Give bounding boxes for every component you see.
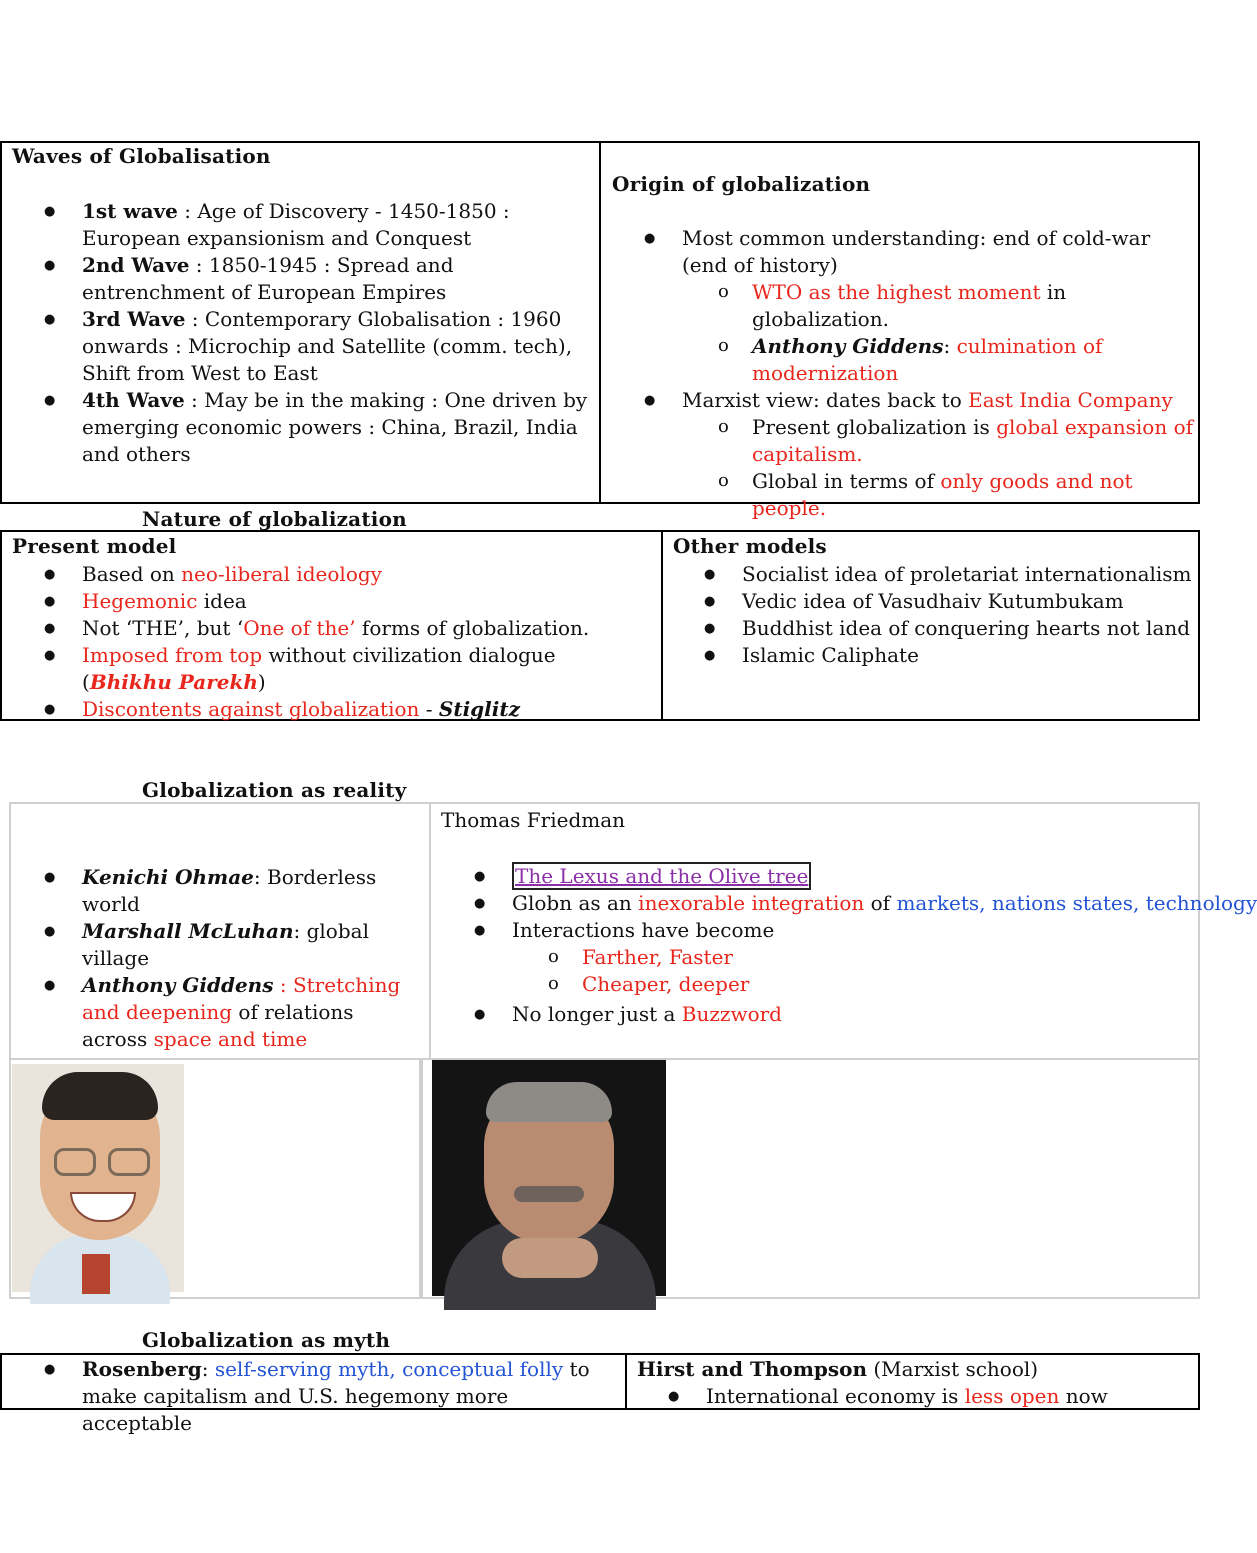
list-item: ● Based on neo-liberal ideology [82,561,642,588]
list-item: o Cheaper, deeper [582,971,1200,998]
list-item: ● Imposed from top without civilization dialogue (Bhikhu Parekh) [82,642,642,696]
rosenberg-list [82,1356,617,1437]
waves-list [82,198,597,468]
list-item: ● Kenichi Ohmae: Borderless world [82,864,422,918]
other-models-list [742,561,1192,669]
origin-title: Origin of globalization [612,172,871,196]
list-item: ● Islamic Caliphate [742,642,1192,669]
ohmae-photo [12,1064,184,1292]
origin-list [682,225,1194,522]
list-item: ● Vedic idea of Vasudhaiv Kutumbukam [742,588,1192,615]
hirst-list [706,1383,1196,1410]
list-item: ● No longer just a Buzzword [512,1001,1200,1028]
present-model-title: Present model [12,534,177,558]
list-item: ● Anthony Giddens : Stretching and deepening of relations across space and time [82,972,422,1053]
list-item: ● 4th Wave : May be in the making : One driven by emerging economic powers : China, Brazil, India and others [82,387,597,468]
friedman-list [512,863,1257,1028]
list-item: ● 1st wave : Age of Discovery - 1450-1850 : European expansionism and Conquest [82,198,597,252]
present-model-list [82,561,642,723]
list-item: o WTO as the highest moment in globalization. [752,279,1194,333]
list-item: ● Rosenberg: self-serving myth, conceptual folly to make capitalism and U.S. hegemony more acceptable [82,1356,617,1437]
list-item: ● Most common understanding: end of cold-war (end of history) [682,225,1194,279]
friedman-title: Thomas Friedman [441,808,626,832]
list-item: ● Not ‘THE’, but ‘One of the’ forms of globalization. [82,615,642,642]
list-item: ● Marxist view: dates back to East India Company [682,387,1194,414]
hirst-title: Hirst and Thompson (Marxist school) [637,1357,1039,1381]
other-models-title: Other models [673,534,827,558]
list-item: ● International economy is less open now [706,1383,1196,1410]
list-item [512,863,1200,890]
list-item: ● 2nd Wave : 1850-1945 : Spread and entrenchment of European Empires [82,252,597,306]
list-item: o Global in terms of only goods and not people. [752,468,1194,522]
list-item: ● Globn as an inexorable integration of markets, nations states, technology [512,890,1200,917]
list-item: o Farther, Faster [582,944,1200,971]
lexus-link[interactable]: The Lexus and the Olive tree [512,862,811,890]
list-item: ● Marshall McLuhan: global village [82,918,422,972]
nature-heading: Nature of globalization [142,507,407,531]
list-item: ● Hegemonic idea [82,588,642,615]
reality-thinkers-list [82,864,422,1053]
list-item: ● Socialist idea of proletariat internationalism [742,561,1192,588]
list-item: ● Interactions have become [512,917,1200,944]
list-item: ● 3rd Wave : Contemporary Globalisation : 1960 onwards : Microchip and Satellite (comm. tech), Shift from West to East [82,306,597,387]
waves-title: Waves of Globalisation [12,144,271,168]
list-item: o Present globalization is global expansion of capitalism. [752,414,1194,468]
list-item: ● Buddhist idea of conquering hearts not land [742,615,1192,642]
reality-heading: Globalization as reality [142,778,407,802]
friedman-photo [432,1060,666,1296]
list-item: o Anthony Giddens: culmination of modernization [752,333,1194,387]
list-item: ● Discontents against globalization - Stiglitz [82,696,642,723]
myth-heading: Globalization as myth [142,1328,391,1352]
